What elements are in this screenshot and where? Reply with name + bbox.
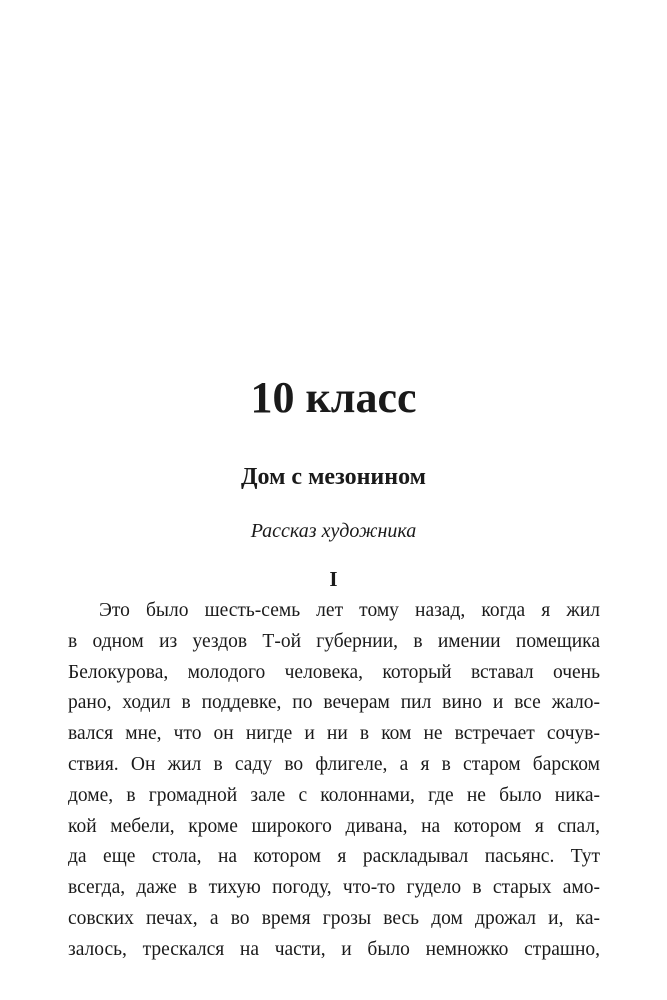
text-line: рано, ходил в поддевке, по вечерам пил вино и все жало- [68,692,600,714]
text-line: кой мебели, кроме широкого дивана, на котором я спал, [68,815,600,837]
text-line: Белокурова, молодого человека, который вставал очень [68,661,600,683]
text-line: совских печах, а во время грозы весь дом дрожал и, ка- [68,907,600,929]
text-line: залось, трескался на части, и было немножко страшно, [68,938,600,960]
story-title: Дом с мезонином [241,464,426,490]
text-line: в одном из уездов Т-ой губернии, в имении помещика [68,630,600,652]
story-subtitle: Рассказ художника [250,520,417,542]
text-line: доме, в громадной зале с колоннами, где не было ника- [68,784,600,806]
body-paragraph [68,596,600,966]
text-line: да еще стола, на котором я раскладывал пасьянс. Тут [68,846,600,868]
grade-heading: 10 класс [250,373,417,422]
text-line: всегда, даже в тихую погоду, что-то гудело в старых амо- [68,877,600,899]
text-line: вался мне, что он нигде и ни в ком не встречает сочув- [68,723,600,745]
text-line: Это было шесть-семь лет тому назад, когда я жил [99,600,600,621]
chapter-number: I [329,567,338,591]
text-line: ствия. Он жил в саду во флигеле, а я в старом барском [68,753,600,775]
